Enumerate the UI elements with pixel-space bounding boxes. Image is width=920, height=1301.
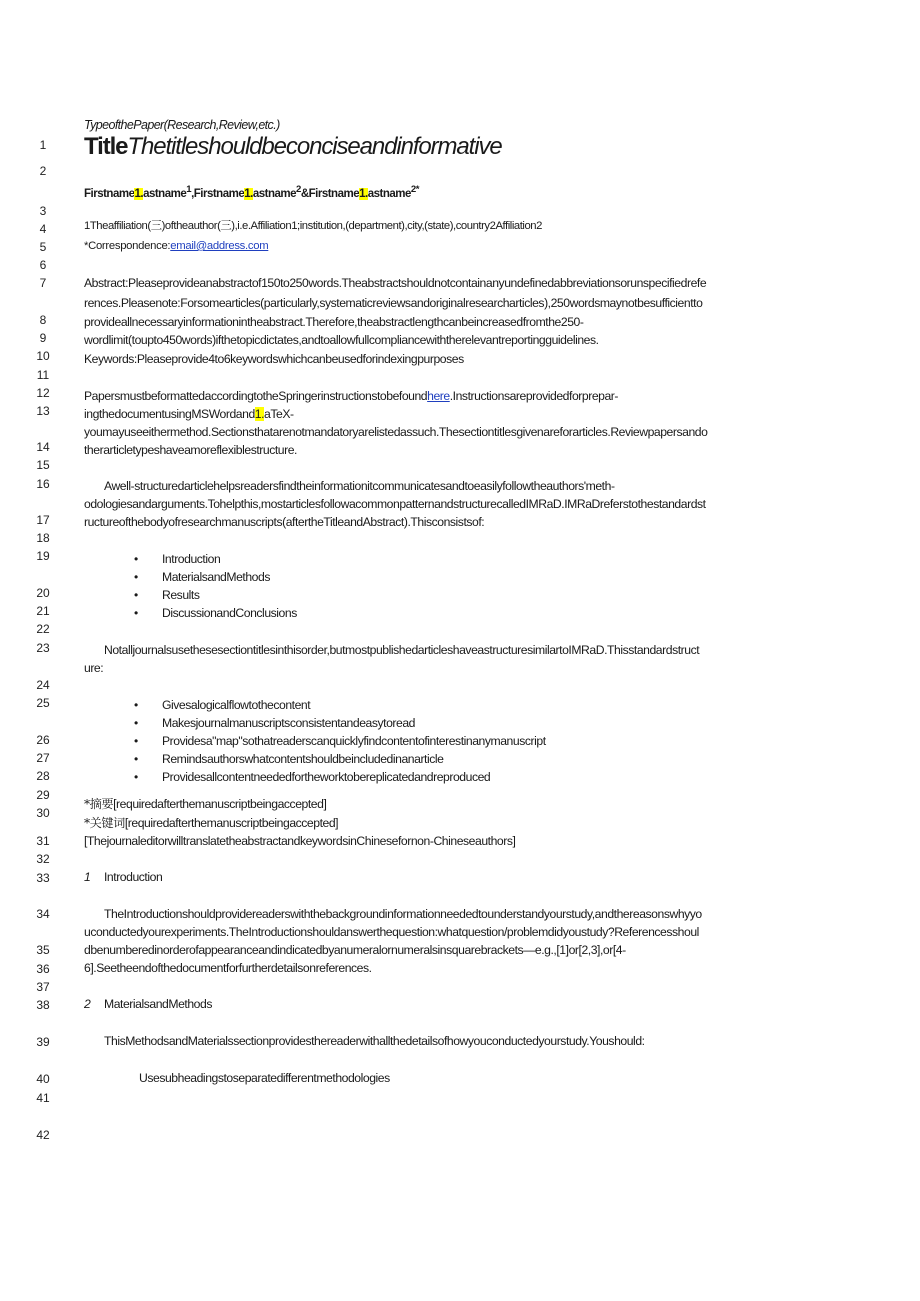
section-heading-methods [84, 995, 212, 1013]
author-first: Firstname [193, 187, 245, 200]
author-separator: , [191, 187, 194, 200]
title-bold: Title [84, 133, 128, 160]
line-number: 33 [36, 871, 50, 885]
author-last: astname [252, 187, 296, 200]
line-number: 35 [36, 943, 50, 957]
abstract-line: Abstract:Pleaseprovideanabstractof150to250words.Theabstractshouldnotcontainanyundefinedabbreviationsorunspecifiedrefe [84, 276, 707, 290]
author-last: astname [367, 187, 411, 200]
keywords-line: Keywords:Pleaseprovide4to6keywordswhichcanbeusedforindexingpurposes [84, 352, 464, 366]
line-number: 15 [36, 458, 50, 472]
bullet-icon: • [134, 606, 139, 620]
line-number: 13 [36, 404, 50, 418]
bullet-icon: • [134, 716, 139, 730]
list-item: Givesalogicalflowtothecontent [162, 698, 311, 712]
bullet-icon: • [134, 734, 139, 748]
line-number: 27 [36, 751, 50, 765]
author-sup: 2* [410, 184, 419, 195]
correspondence-line [84, 237, 268, 255]
line-number: 16 [36, 477, 50, 491]
order-para-line: Notalljournalsusethesesectiontitlesinthisorder,butmostpublishedarticleshaveastructuresimilartoIMRaD.Thisstandardstruct [104, 643, 700, 657]
abstract-line: rences.Pleasenote:Forsomearticles(particularly,systematicreviewsandoriginalresearcharticles),250wordsmaynotbesufficientto [84, 296, 703, 310]
chinese-keywords-line [84, 814, 338, 832]
list-item: Results [162, 588, 200, 602]
line-number: 4 [39, 222, 47, 236]
line-number: 3 [39, 204, 47, 218]
line-number: 14 [36, 440, 50, 454]
list-item: Providesa"map"sothatreaderscanquicklyfindcontentofinterestinanymanuscript [162, 734, 546, 748]
line-number: 29 [36, 788, 50, 802]
intro-para-line: TheIntroductionshouldprovidereaderswiththebackgroundinformationneededtounderstandyourstudy,andthereasonswhyyo [104, 907, 702, 921]
bullet-icon: • [134, 698, 139, 712]
bullet-icon: • [134, 770, 139, 784]
affiliation-text: ),i.e.Affiliation1;institution,(department),city,(state),country2Affiliation2 [231, 220, 542, 232]
para-text: ingthedocumentusingMSWordand [84, 407, 255, 421]
section-title: Introduction [104, 870, 163, 884]
list-item: Introduction [162, 552, 221, 566]
abstract-line: provideallnecessaryinformationintheabstract.Therefore,theabstractlengthcanbeincreasedfromthe250- [84, 315, 584, 329]
highlight-marker: 1. [254, 407, 265, 421]
para-text: PapersmustbeformattedaccordingtotheSpringerinstructionstobefound [84, 389, 428, 403]
section-heading-introduction [84, 868, 162, 886]
line-number: 30 [36, 806, 50, 820]
para-text: .Instructionsareprovidedforprepar- [449, 389, 619, 403]
line-number: 24 [36, 678, 50, 692]
author-sup: 1 [186, 184, 192, 195]
abstract-line: wordlimit(toupto450words)ifthetopicdictates,andtoallowfullcompliancewiththerelevantreportingguidelines. [84, 333, 599, 347]
format-para-line: therarticletypeshaveamoreflexiblestructure. [84, 443, 297, 457]
paper-type: TypeofthePaper(Research,Review,etc.) [84, 118, 280, 132]
email-link[interactable]: email@address.com [170, 240, 269, 252]
para-text: aTeX- [264, 407, 294, 421]
line-number: 37 [36, 980, 50, 994]
line-number: 36 [36, 962, 50, 976]
chinese-keywords-label: *关键词 [84, 816, 125, 830]
line-number: 1 [39, 138, 47, 152]
author-list [84, 181, 419, 203]
intro-para-line: 6].Seetheendofthedocumentforfurtherdetailsonreferences. [84, 961, 372, 975]
section-title: MaterialsandMethods [104, 997, 212, 1011]
line-number: 6 [39, 258, 47, 272]
list-item: MaterialsandMethods [162, 570, 270, 584]
correspondence-label: *Correspondence: [84, 240, 171, 252]
bullet-icon: • [134, 552, 139, 566]
line-number: 42 [36, 1128, 50, 1142]
line-number: 38 [36, 998, 50, 1012]
line-number: 22 [36, 622, 50, 636]
line-number: 21 [36, 604, 50, 618]
page-title [84, 132, 502, 162]
highlight-marker: 1. [244, 187, 253, 200]
affiliation-cn-char: 三 [150, 219, 162, 232]
line-number: 28 [36, 769, 50, 783]
list-item: Remindsauthorswhatcontentshouldbeincludedinanarticle [162, 752, 444, 766]
list-item: Providesallcontentneededfortheworktobereplicatedandreproduced [162, 770, 491, 784]
author-first: Firstname [308, 187, 360, 200]
list-item: DiscussionandConclusions [162, 606, 297, 620]
line-number: 19 [36, 549, 50, 563]
affiliation-text: 1Theaffiliation( [84, 220, 151, 232]
section-number: 2 [84, 997, 91, 1011]
affiliation-line [84, 217, 542, 235]
line-number: 26 [36, 733, 50, 747]
line-number: 17 [36, 513, 50, 527]
line-number: 8 [39, 313, 47, 327]
line-number: 9 [39, 331, 47, 345]
editor-note: [ThejournaleditorwilltranslatetheabstractandkeywordsinChinesefornon-Chineseauthors] [84, 834, 516, 848]
chinese-abstract-label: *摘要 [84, 797, 114, 811]
chinese-abstract-note: [requiredafterthemanuscriptbeingaccepted] [113, 797, 327, 811]
line-number: 40 [36, 1072, 50, 1086]
order-para-line: ure: [84, 661, 104, 675]
chinese-abstract-line [84, 795, 326, 813]
bullet-icon: • [134, 570, 139, 584]
line-number: 31 [36, 834, 50, 848]
imrad-para-line: ructureofthebodyofresearchmanuscripts(aftertheTitleandAbstract).Thisconsistsof: [84, 515, 485, 529]
intro-para-line: uconductedyourexperiments.TheIntroductionshouldanswerthequestion:whatquestion/problemdidyoustudy?Referencesshoul [84, 925, 699, 939]
line-number: 20 [36, 586, 50, 600]
line-number: 12 [36, 386, 50, 400]
line-number: 32 [36, 852, 50, 866]
author-sup: 2 [296, 184, 301, 195]
bullet-icon: • [134, 752, 139, 766]
imrad-para-line: odologiesandarguments.Tohelpthis,mostarticlesfollowacommonpatternandstructurecalledIMRaD.IMRaDreferstothestandardst [84, 497, 706, 511]
intro-para-line: dbenumberedinorderofappearanceandindicatedbyanumeralornumeralsinsquarebrackets—e.g.,[1]or[2,3],or[4- [84, 943, 626, 957]
line-number: 10 [36, 349, 50, 363]
author-separator: & [300, 187, 309, 200]
line-number: 18 [36, 531, 50, 545]
imrad-para-line: Awell-structuredarticlehelpsreadersfindtheinformationitcommunicatesandtoeasilyfollowtheauthors'meth- [104, 479, 615, 493]
here-link[interactable]: here [427, 389, 450, 403]
format-para-line [84, 405, 294, 423]
chinese-keywords-note: [requiredafterthemanuscriptbeingaccepted] [124, 816, 339, 830]
bullet-icon: • [134, 588, 139, 602]
author-last: astname [143, 187, 187, 200]
line-number: 25 [36, 696, 50, 710]
affiliation-cn-char: 三 [220, 219, 232, 232]
line-number: 11 [36, 368, 50, 382]
list-item: Makesjournalmanuscriptsconsistentandeasytoread [162, 716, 415, 730]
methods-para-line: ThisMethodsandMaterialssectionprovidesthereaderwithallthedetailsofhowyouconductedyourstudy.Youshould: [104, 1034, 645, 1048]
highlight-marker: 1. [359, 187, 368, 200]
author-first: Firstname [84, 187, 135, 200]
title-italic: Thetitleshouldbeconciseandinformative [127, 133, 502, 160]
methods-list-item: Usesubheadingstoseparatedifferentmethodologies [139, 1071, 390, 1085]
affiliation-text: )oftheauthor( [161, 220, 221, 232]
line-number: 5 [39, 240, 47, 254]
format-para-line: youmayuseeithermethod.Sectionsthatarenotmandatoryarelistedassuch.Thesectiontitlesgivenareforarticles.Reviewpapersando [84, 425, 708, 439]
highlight-marker: 1. [134, 187, 144, 200]
line-number: 41 [36, 1091, 50, 1105]
line-number: 7 [39, 276, 47, 290]
line-number: 34 [36, 907, 50, 921]
line-number: 2 [39, 164, 47, 178]
line-number: 39 [36, 1035, 50, 1049]
section-number: 1 [84, 870, 91, 884]
format-para-line [84, 387, 618, 405]
line-number: 23 [36, 641, 50, 655]
